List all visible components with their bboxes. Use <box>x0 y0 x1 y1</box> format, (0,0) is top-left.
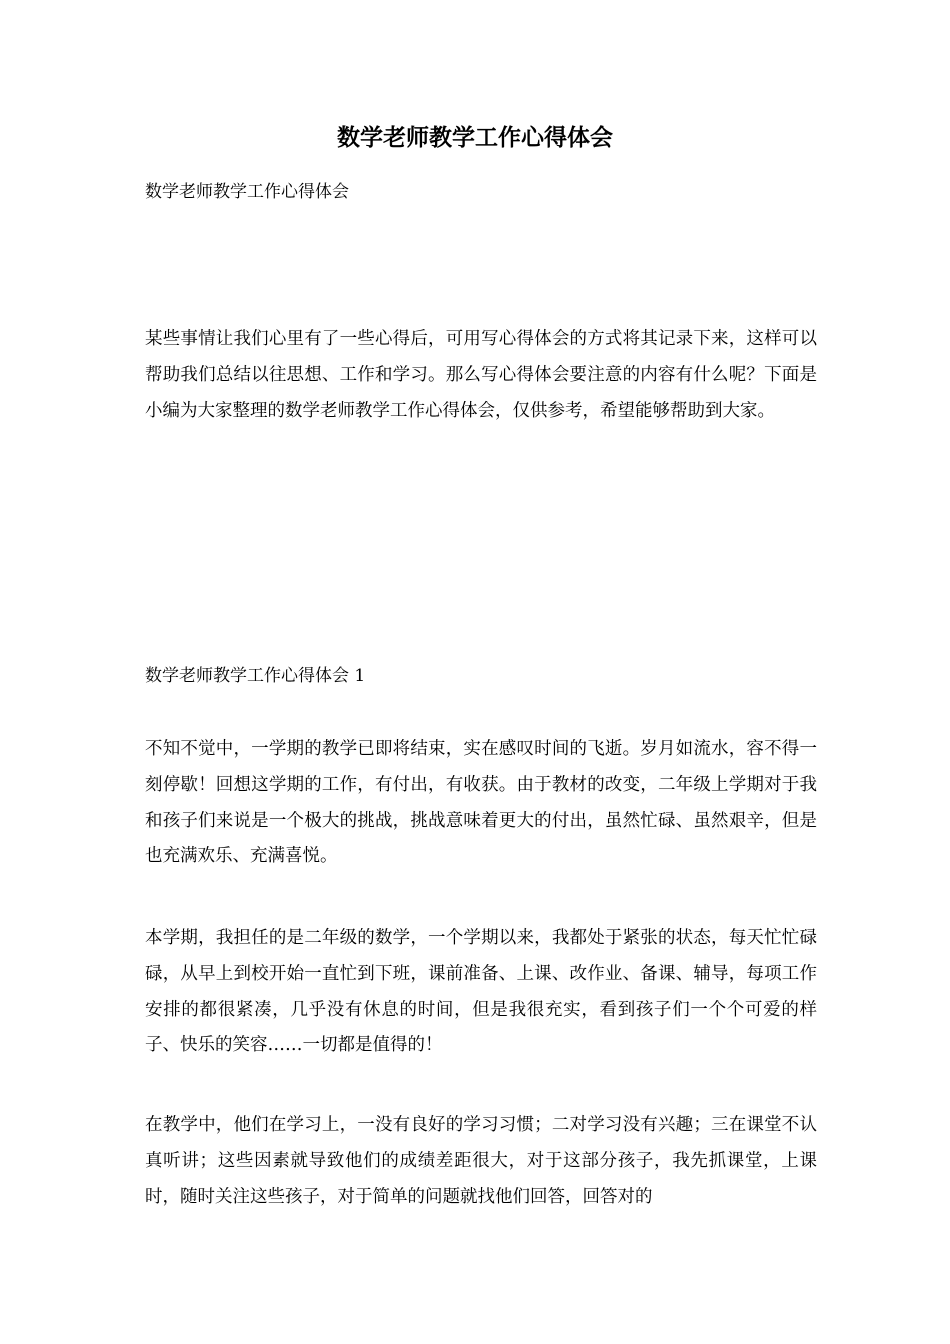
body-paragraph-1: 不知不觉中，一学期的教学已即将结束，实在感叹时间的飞逝。岁月如流水，容不得一刻停歇！回想这学期的工作，有付出，有收获。由于教材的改变，二年级上学期对于我和孩子们来说是一个极大的挑战，挑战意味着更大的付出，虽然忙碌、虽然艰辛，但是也充满欢乐、充满喜悦。 <box>145 739 817 867</box>
section-heading: 数学老师教学工作心得体会 1 <box>145 666 366 686</box>
page-title: 数学老师教学工作心得体会 <box>337 124 613 151</box>
body-paragraph-2: 本学期，我担任的是二年级的数学，一个学期以来，我都处于紧张的状态，每天忙忙碌碌，从早上到校开始一直忙到下班，课前准备、上课、改作业、备课、辅导，每项工作安排的都很紧凑，几乎没有休息的时间，但是我很充实，看到孩子们一个个可爱的样子、快乐的笑容……一切都是值得的！ <box>145 928 817 1056</box>
intro-paragraph: 某些事情让我们心里有了一些心得后，可用写心得体会的方式将其记录下来，这样可以帮助我们总结以往思想、工作和学习。那么写心得体会要注意的内容有什么呢？下面是小编为大家整理的数学老师教学工作心得体会，仅供参考，希望能够帮助到大家。 <box>145 329 817 421</box>
document-subtitle: 数学老师教学工作心得体会 <box>145 182 349 202</box>
body-paragraph-3: 在教学中，他们在学习上，一没有良好的学习习惯；二对学习没有兴趣；三在课堂不认真听讲；这些因素就导致他们的成绩差距很大，对于这部分孩子，我先抓课堂，上课时，随时关注这些孩子，对于简单的问题就找他们回答，回答对的 <box>145 1115 817 1207</box>
